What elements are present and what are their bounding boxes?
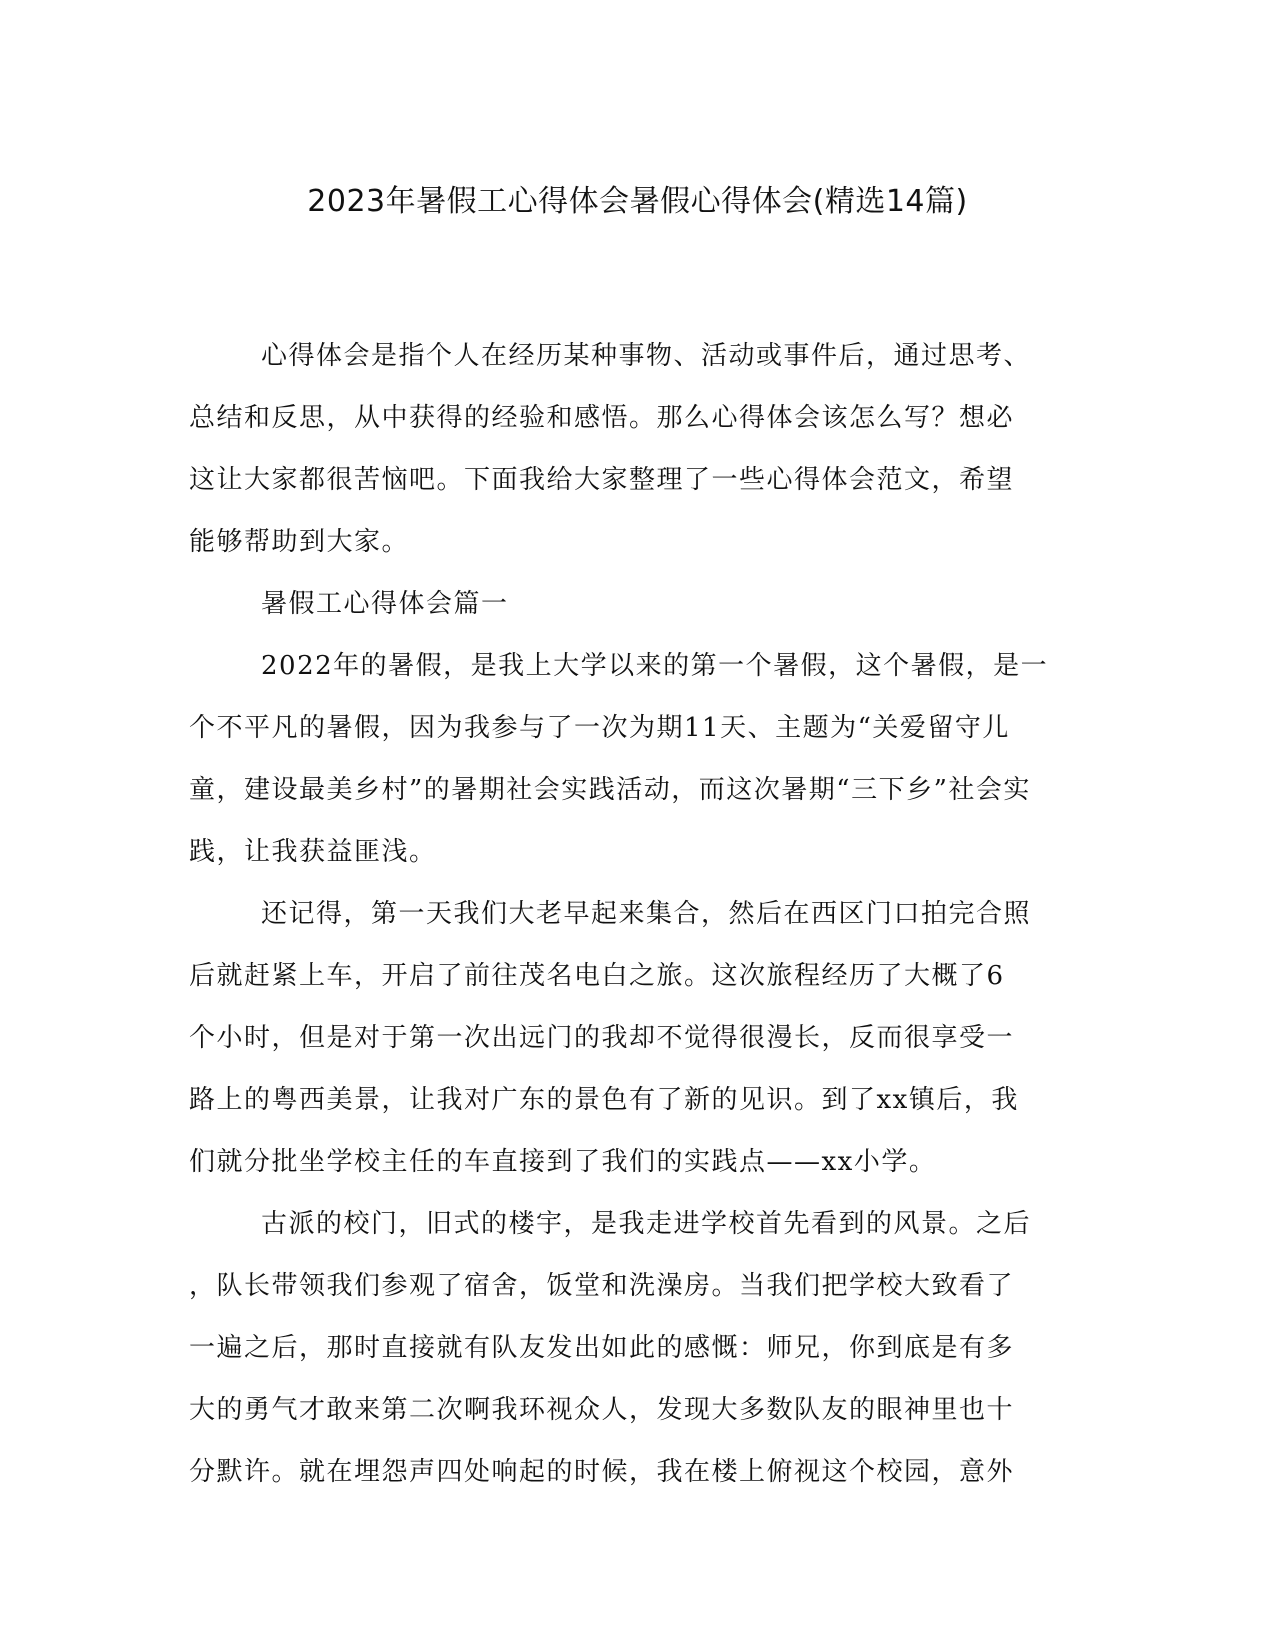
paragraph-line: 心得体会是指个人在经历某种事物、活动或事件后，通过思考、 — [261, 341, 1032, 371]
section-heading-text: 暑假工心得体会篇一 — [261, 589, 509, 619]
paragraph-line: 古派的校门，旧式的楼宇，是我走进学校首先看到的风景。之后 — [261, 1209, 1032, 1239]
paragraph-line: 分默许。就在埋怨声四处响起的时候，我在楼上俯视这个校园，意外 — [189, 1457, 1015, 1487]
paragraph-summer-2022 — [189, 635, 1089, 883]
paragraph-line: 大的勇气才敢来第二次啊我环视众人，发现大多数队友的眼神里也十 — [189, 1395, 1015, 1425]
paragraph-line: 这让大家都很苦恼吧。下面我给大家整理了一些心得体会范文，希望 — [189, 465, 1015, 495]
paragraph-line: 路上的粤西美景，让我对广东的景色有了新的见识。到了xx镇后，我 — [189, 1085, 1019, 1115]
paragraph-line: 能够帮助到大家。 — [189, 527, 410, 557]
paragraph-line: 们就分批坐学校主任的车直接到了我们的实践点——xx小学。 — [189, 1147, 937, 1177]
paragraph-first-day — [189, 883, 1089, 1193]
paragraph-line: 践，让我获益匪浅。 — [189, 837, 437, 867]
paragraph-intro — [189, 325, 1089, 573]
paragraph-line: 一遍之后，那时直接就有队友发出如此的感慨：师兄，你到底是有多 — [189, 1333, 1015, 1363]
paragraph-line: 后就赶紧上车，开启了前往茂名电白之旅。这次旅程经历了大概了6 — [189, 961, 1005, 991]
document-body — [189, 325, 1089, 1503]
paragraph-line: 还记得，第一天我们大老早起来集合，然后在西区门口拍完合照 — [261, 899, 1032, 929]
paragraph-line: 童，建设最美乡村”的暑期社会实践活动，而这次暑期“三下乡”社会实 — [189, 775, 1031, 805]
paragraph-school-gate — [189, 1193, 1089, 1503]
paragraph-line: 总结和反思，从中获得的经验和感悟。那么心得体会该怎么写？想必 — [189, 403, 1015, 433]
paragraph-line: 2022年的暑假，是我上大学以来的第一个暑假，这个暑假，是一 — [261, 651, 1049, 681]
document-title: 2023年暑假工心得体会暑假心得体会(精选14篇) — [307, 184, 968, 219]
paragraph-line: 个小时，但是对于第一次出远门的我却不觉得很漫长，反而很享受一 — [189, 1023, 1015, 1053]
section-heading — [189, 573, 1089, 635]
paragraph-line: ，队长带领我们参观了宿舍，饭堂和洗澡房。当我们把学校大致看了 — [189, 1271, 1015, 1301]
paragraph-line: 个不平凡的暑假，因为我参与了一次为期11天、主题为“关爱留守儿 — [189, 713, 1010, 743]
